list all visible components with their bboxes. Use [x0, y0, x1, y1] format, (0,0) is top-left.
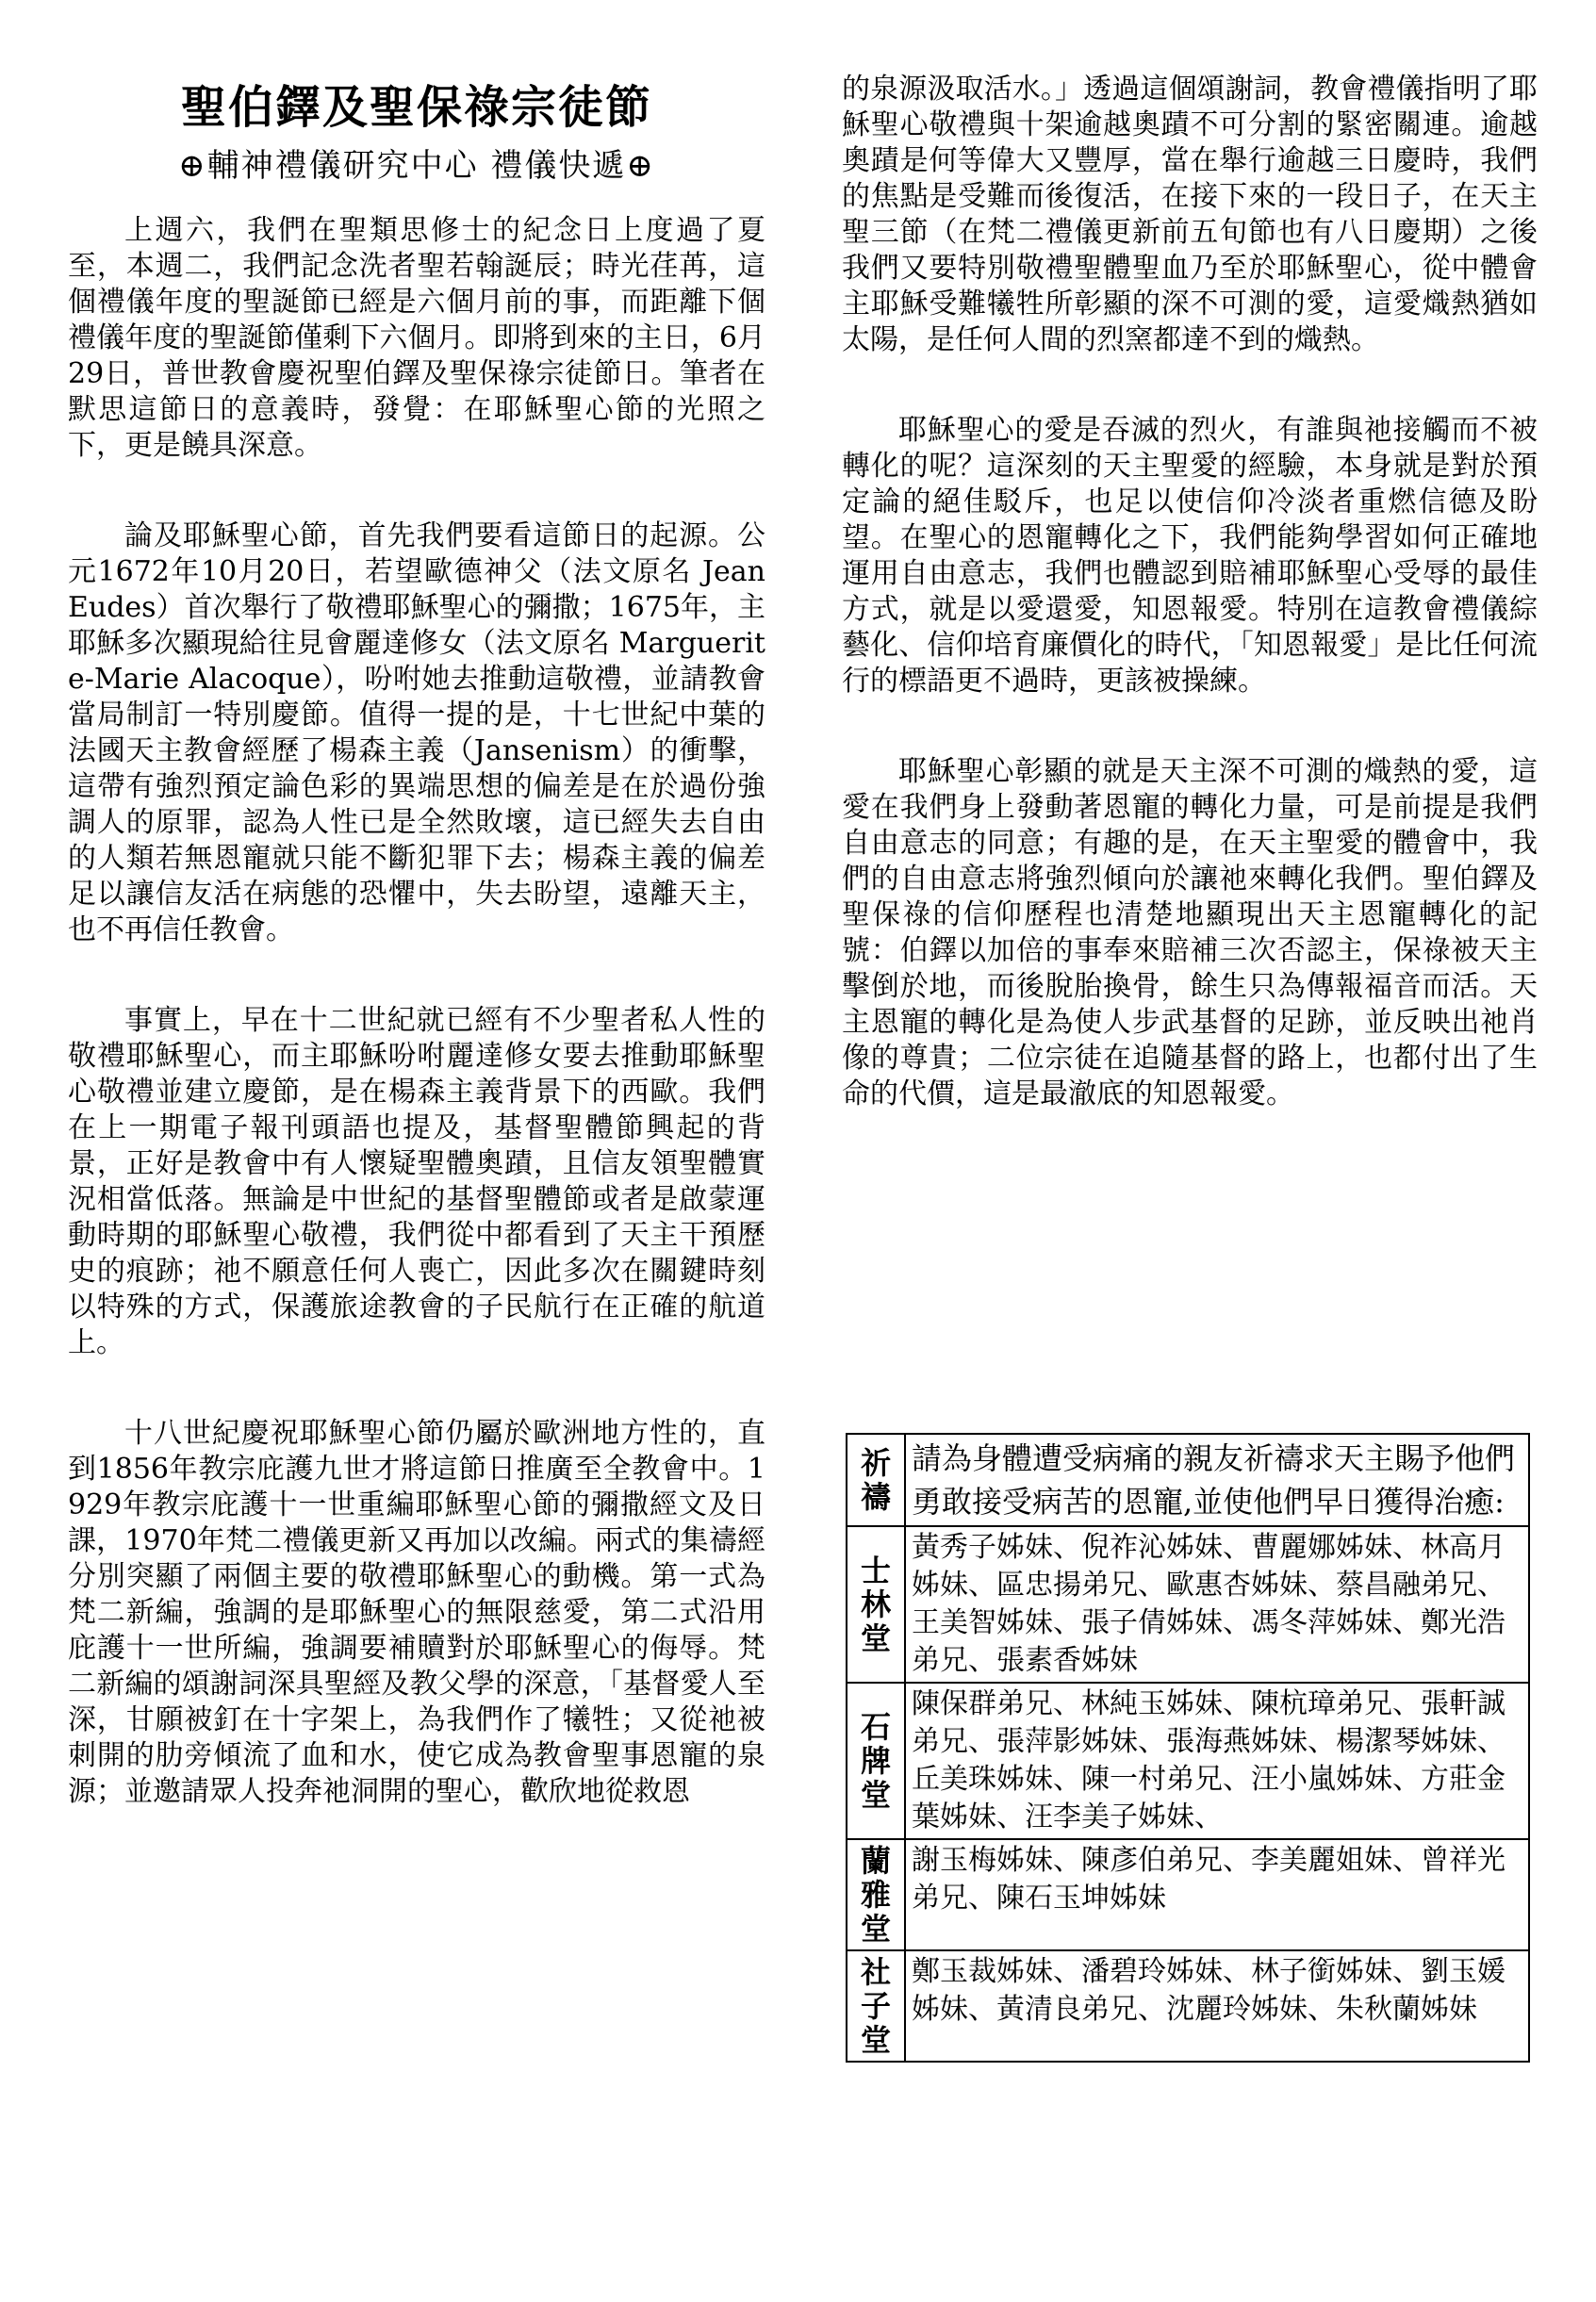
name-list: 陳保群弟兄、林純玉姊妹、陳杭璋弟兄、張軒誠弟兄、張萍影姊妹、張海燕姊妹、楊潔琴姊妹、丘美珠姊妹、陳一村弟兄、汪小嵐姊妹、方莊金葉姊妹、汪李美子姊妹、: [905, 1683, 1529, 1839]
paragraph: 事實上，早在十二世紀就已經有不少聖者私人性的敬禮耶穌聖心，而主耶穌吩咐麗達修女要去推動耶穌聖心敬禮並建立慶節，是在楊森主義背景下的西歐。我們在上一期電子報刊頭語也提及，基督聖體節興起的背景，正好是教會中有人懷疑聖體奧蹟，且信友領聖體實況相當低落。無論是中世紀的基督聖體節或者是啟蒙運動時期的耶穌聖心敬禮，我們從中都看到了天主干預歷史的痕跡；祂不願意任何人喪亡，因此多次在關鍵時刻以特殊的方式，保護旅途教會的子民航行在正確的航道上。: [68, 1004, 765, 1359]
name-list: 鄭玉裁姊妹、潘碧玲姊妹、林子銜姊妹、劉玉媛姊妹、黃清良弟兄、沈麗玲姊妹、朱秋蘭姊妹: [905, 1950, 1529, 2062]
row-label: 社子堂: [847, 1950, 905, 2062]
paragraph: 上週六，我們在聖類思修士的紀念日上度過了夏至，本週二，我們記念洗者聖若翰誕辰；時光荏苒，這個禮儀年度的聖誕節已經是六個月前的事，而距離下個禮儀年度的聖誕節僅剩下六個月。即將到來的主日，6月29日，普世教會慶祝聖伯鐸及聖保祿宗徒節日。筆者在默思這節日的意義時，發覺：在耶穌聖心節的光照之下，更是饒具深意。: [68, 214, 765, 462]
right-column: [842, 0, 1538, 1112]
prayer-intro-text: 請為身體遭受病痛的親友祈禱求天主賜予他們勇敢接受病苦的恩寵,並使他們早日獲得治癒:: [905, 1434, 1529, 1526]
table-row: [847, 1526, 1529, 1683]
name-list: 黃秀子姊妹、倪祚沁姊妹、曹麗娜姊妹、林高月姊妹、區忠揚弟兄、歐惠杏姊妹、蔡昌融弟兄、王美智姊妹、張子倩姊妹、馮冬萍姊妹、鄭光浩弟兄、張素香姊妹: [905, 1526, 1529, 1683]
table-row: [847, 1434, 1529, 1526]
paragraph: 耶穌聖心的愛是吞滅的烈火，有誰與祂接觸而不被轉化的呢？這深刻的天主聖愛的經驗，本身就是對於預定論的絕佳駁斥，也足以使信仰冷淡者重燃信德及盼望。在聖心的恩寵轉化之下，我們能夠學習如何正確地運用自由意志，我們也體認到賠補耶穌聖心受辱的最佳方式，就是以愛還愛，知恩報愛。特別在這教會禮儀綜藝化、信仰培育廉價化的時代，「知恩報愛」是比任何流行的標語更不過時，更該被操練。: [842, 414, 1538, 698]
paragraph: 的泉源汲取活水。」透過這個頌謝詞，教會禮儀指明了耶穌聖心敬禮與十架逾越奧蹟不可分割的緊密關連。逾越奧蹟是何等偉大又豐厚，當在舉行逾越三日慶時，我們的焦點是受難而後復活，在接下來的一段日子，在天主聖三節（在梵二禮儀更新前五旬節也有八日慶期）之後我們又要特別敬禮聖體聖血乃至於耶穌聖心，從中體會主耶穌受難犧牲所彰顯的深不可測的愛，這愛熾熱猶如太陽，是任何人間的烈窯都達不到的熾熱。: [842, 73, 1538, 356]
prayer-list-table: [846, 1433, 1530, 2063]
left-column: [68, 0, 765, 1810]
row-label: 蘭雅堂: [847, 1839, 905, 1950]
article-title: 聖伯鐸及聖保祿宗徒節: [180, 81, 652, 134]
table-row: [847, 1950, 1529, 2062]
name-list: 謝玉梅姊妹、陳彥伯弟兄、李美麗姐妹、曾祥光弟兄、陳石玉坤姊妹: [905, 1839, 1529, 1950]
table-row: [847, 1839, 1529, 1950]
table-row: [847, 1683, 1529, 1839]
paragraph: 論及耶穌聖心節，首先我們要看這節日的起源。公元1672年10月20日，若望歐德神父（法文原名 Jean Eudes）首次舉行了敬禮耶穌聖心的彌撒；1675年，主耶穌多次顯現給往見會麗達修女（法文原名 Marguerite-Marie Alacoque），吩咐她去推動這敬禮，並請教會當局制訂一特別慶節。值得一提的是，十七世紀中葉的法國天主教會經歷了楊森主義（Jansenism）的衝擊，這帶有強烈預定論色彩的異端思想的偏差是在於過份強調人的原罪，認為人性已是全然敗壞，這已經失去自由的人類若無恩寵就只能不斷犯罪下去；楊森主義的偏差足以讓信友活在病態的恐懼中，失去盼望，遠離天主，也不再信任教會。: [68, 519, 765, 946]
row-label: 石牌堂: [847, 1683, 905, 1839]
paragraph: 十八世紀慶祝耶穌聖心節仍屬於歐洲地方性的，直到1856年教宗庇護九世才將這節日推廣至全教會中。1929年教宗庇護十一世重編耶穌聖心節的彌撒經文及日課，1970年梵二禮儀更新又再加以改編。兩式的集禱經分別突顯了兩個主要的敬禮耶穌聖心的動機。第一式為梵二新編，強調的是耶穌聖心的無限慈愛，第二式沿用庇護十一世所編，強調要補贖對於耶穌聖心的侮辱。梵二新編的頌謝詞深具聖經及教父學的深意，「基督愛人至深，甘願被釘在十字架上，為我們作了犧牲；又從祂被刺開的肋旁傾流了血和水，使它成為教會聖事恩寵的泉源；並邀請眾人投奔祂洞開的聖心，歡欣地從救恩: [68, 1417, 765, 1808]
row-label: 祈禱: [847, 1434, 905, 1526]
paragraph: 耶穌聖心彰顯的就是天主深不可測的熾熱的愛，這愛在我們身上發動著恩寵的轉化力量，可是前提是我們自由意志的同意；有趣的是，在天主聖愛的體會中，我們的自由意志將強烈傾向於讓祂來轉化我們。聖伯鐸及聖保祿的信仰歷程也清楚地顯現出天主恩寵轉化的記號：伯鐸以加倍的事奉來賠補三次否認主，保祿被天主擊倒於地，而後脫胎換骨，餘生只為傳報福音而活。天主恩寵的轉化是為使人步武基督的足跡，並反映出祂肖像的尊貴；二位宗徒在追隨基督的路上，也都付出了生命的代價，這是最澈底的知恩報愛。: [842, 755, 1538, 1110]
article-subtitle: ⊕輔神禮儀研究中心 禮儀快遞⊕: [178, 147, 655, 185]
row-label: 士林堂: [847, 1526, 905, 1683]
